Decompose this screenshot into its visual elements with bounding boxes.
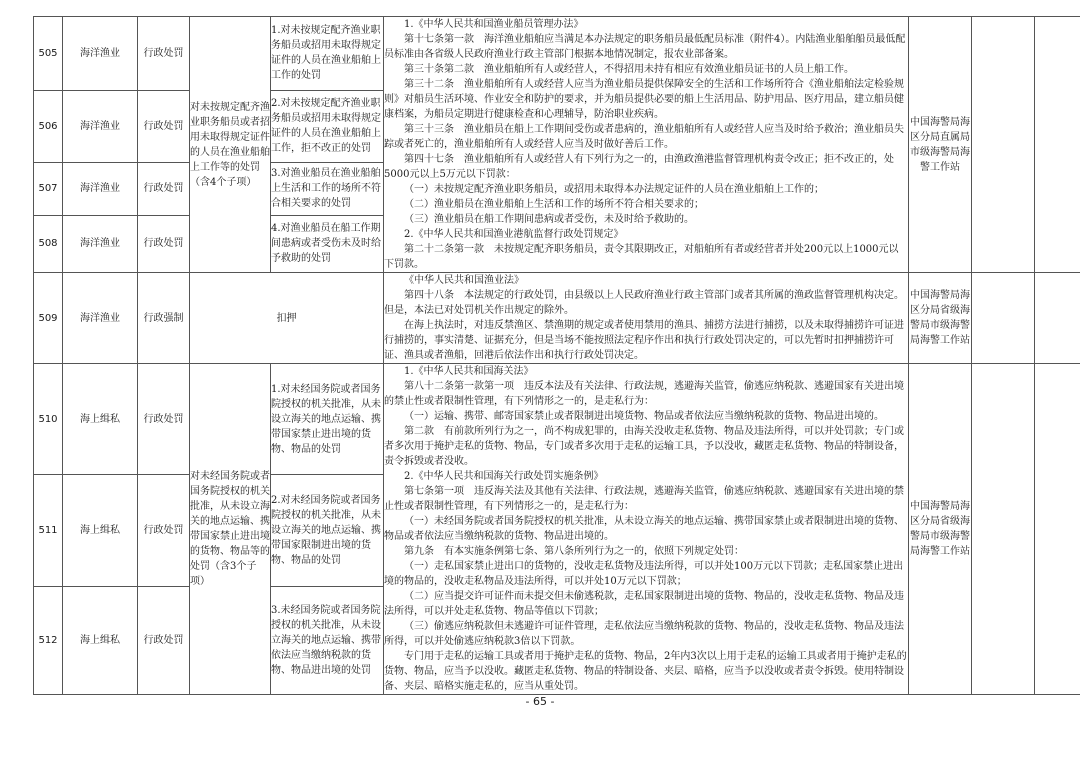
basis-line: 专门用于走私的运输工具或者用于掩护走私的货物、物品，2年内3次以上用于走私的运输工具或者用于掩护走私的货物、物品，应当予以没收。藏匿走私货物、物品的特制设备、夹层、暗格，应当予以没收或者责令拆毁。使用特制设备、夹层、暗格实施走私的，应当从重处罚。: [384, 651, 907, 692]
category-cell: 海洋渔业: [63, 273, 138, 364]
basis-line: 第四十八条 本法规定的行政处罚，由县级以上人民政府渔业行政主管部门或者其所属的渔政监督管理机构决定。但是，本法已对处罚机关作出规定的除外。: [384, 290, 904, 316]
power-type-cell: 行政处罚: [138, 475, 190, 586]
empty-cell: [972, 17, 1035, 273]
category-cell: 海洋渔业: [63, 215, 138, 272]
category-cell: 海上缉私: [63, 586, 138, 694]
basis-line: 第十七条第一款 海洋渔业船舶应当满足本办法规定的职务船员最低配员标准（附件4）。内陆渔业船舶船员最低配员标准由各省级人民政府渔业行政主管部门根据本地情况制定，报农业部备案。: [384, 34, 906, 60]
sub-item-cell: 2.对未按规定配齐渔业职务船员或招用未取得规定证件的人员在渔业船舶上工作，拒不改正的处罚: [271, 90, 384, 163]
category-cell: 海洋渔业: [63, 163, 138, 215]
basis-line: 1.《中华人民共和国海关法》: [404, 366, 534, 377]
sub-item-cell: 4.对渔业船员在船工作期间患病或者受伤未及时给予救助的处罚: [271, 215, 384, 272]
category-cell: 海上缉私: [63, 475, 138, 586]
legal-basis-cell: [384, 364, 909, 695]
basis-line: （二）应当提交许可证件而未提交但未偷逃税款，走私国家限制进出境的货物、物品的，没收走私货物、物品及违法所得，可以并处走私货物、物品等值以下罚款；: [384, 591, 904, 617]
sub-item-cell: 3.对渔业船员在渔业船舶上生活和工作的场所不符合相关要求的处罚: [271, 163, 384, 215]
basis-line: （一）走私国家禁止进出口的货物的，没收走私货物及违法所得，可以并处100万元以下罚款；走私国家禁止进出境的物品的，没收走私物品及违法所得，可以并处10万元以下罚款；: [384, 561, 904, 587]
basis-line: （二）渔业船员在渔业船舶上生活和工作的场所不符合相关要求的；: [404, 199, 704, 210]
basis-line: 第三十三条 渔业船员在船上工作期间受伤或者患病的，渔业船舶所有人或经营人应当及时给予救治；渔业船员失踪或者死亡的，渔业船舶所有人或经营人应当及时做好善后工作。: [384, 124, 904, 150]
sub-item-cell: 2.对未经国务院或者国务院授权的机关批准，从未设立海关的地点运输、携带国家限制进出境的货物、物品的处罚: [271, 475, 384, 586]
power-type-cell: 行政处罚: [138, 17, 190, 91]
power-type-cell: 行政处罚: [138, 163, 190, 215]
legal-basis-cell: [384, 273, 909, 364]
basis-line: 1.《中华人民共和国渔业船员管理办法》: [404, 19, 584, 30]
basis-line: 2.《中华人民共和国海关行政处罚实施条例》: [404, 471, 604, 482]
empty-cell: [1035, 364, 1080, 695]
sub-item-cell: 1.对未经国务院或者国务院授权的机关批准，从未设立海关的地点运输、携带国家禁止进出境的货物、物品的处罚: [271, 364, 384, 475]
basis-line: 第二款 有前款所列行为之一，尚不构成犯罪的，由海关没收走私货物、物品及违法所得，可以并处罚款；专门或者多次用于掩护走私的货物、物品，专门或者多次用于走私的运输工具，予以没收，藏匿走私货物、物品的特制设备，责令拆毁或者没收。: [384, 426, 904, 467]
power-type-cell: 行政处罚: [138, 90, 190, 163]
power-type-cell: 行政处罚: [138, 586, 190, 694]
power-item-cell: 对未按规定配齐渔业职务船员或者招用未取得规定证件的人员在渔业船舶上工作等的处罚（含4个子项）: [190, 17, 271, 273]
basis-line: 第九条 有本实施条例第七条、第八条所列行为之一的，依照下列规定处罚：: [404, 546, 744, 557]
power-item-cell: 对未经国务院或者国务院授权的机关批准，从未设立海关的地点运输、携带国家禁止进出境的货物、物品等的处罚（含3个子项）: [190, 364, 271, 695]
empty-cell: [1035, 17, 1080, 273]
power-item-cell: 扣押: [190, 273, 384, 364]
row-number: 509: [34, 273, 63, 364]
row-number: 510: [34, 364, 63, 475]
sub-item-cell: 3.未经国务院或者国务院授权的机关批准，从未设立海关的地点运输、携带依法应当缴纳税款的货物、物品进出境的处罚: [271, 586, 384, 694]
power-type-cell: 行政处罚: [138, 364, 190, 475]
empty-cell: [972, 364, 1035, 695]
basis-line: 《中华人民共和国渔业法》: [404, 275, 524, 286]
basis-line: （一）未经国务院或者国务院授权的机关批准，从未设立海关的地点运输、携带国家禁止或者限制进出境的货物、物品或者依法应当缴纳税款的货物、物品进出境的。: [384, 516, 904, 542]
row-number: 505: [34, 17, 63, 91]
basis-line: （一）运输、携带、邮寄国家禁止或者限制进出境货物、物品或者依法应当缴纳税款的货物、物品进出境的。: [404, 411, 884, 422]
basis-line: 第二十二条第一款 未按规定配齐职务船员，责令其限期改正，对船舶所有者或经营者并处200元以上1000元以下罚款。: [384, 244, 899, 270]
basis-line: （三）偷逃应纳税款但未逃避许可证件管理，走私依法应当缴纳税款的货物、物品的，没收走私货物、物品及违法所得，可以并处偷逃应纳税款3倍以下罚款。: [384, 621, 904, 647]
row-number: 511: [34, 475, 63, 586]
category-cell: 海上缉私: [63, 364, 138, 475]
empty-cell: [972, 273, 1035, 364]
power-type-cell: 行政处罚: [138, 215, 190, 272]
basis-line: 2.《中华人民共和国渔业港航监督行政处罚规定》: [404, 229, 624, 240]
row-number: 507: [34, 163, 63, 215]
enforcement-org-cell: 中国海警局海区分局省级海警局市级海警局海警工作站: [909, 273, 972, 364]
empty-cell: [1035, 273, 1080, 364]
enforcement-org-cell: 中国海警局海区分局省级海警局市级海警局海警工作站: [909, 364, 972, 695]
table-row: [34, 364, 1080, 475]
table-row: [34, 17, 1080, 91]
sub-item-cell: 1.对未按规定配齐渔业职务船员或招用未取得规定证件的人员在渔业船舶上工作的处罚: [271, 17, 384, 91]
category-cell: 海洋渔业: [63, 17, 138, 91]
table-row: [34, 273, 1080, 364]
basis-line: （一）未按规定配齐渔业职务船员，或招用未取得本办法规定证件的人员在渔业船舶上工作的；: [404, 184, 824, 195]
legal-basis-cell: [384, 17, 909, 273]
basis-line: 第四十七条 渔业船舶所有人或经营人有下列行为之一的，由渔政渔港监督管理机构责令改正；拒不改正的，处5000元以上5万元以下罚款：: [384, 154, 894, 180]
basis-line: 第三十条第二款 渔业船舶所有人或经营人，不得招用未持有相应有效渔业船员证书的人员上船工作。: [404, 64, 854, 75]
enforcement-org-cell: 中国海警局海区分局直属局市级海警局海警工作站: [909, 17, 972, 273]
basis-line: 第八十二条第一款第一项 违反本法及有关法律、行政法规，逃避海关监管，偷逃应纳税款、逃避国家有关进出境的禁止性或者限制性管理，有下列情形之一的，是走私行为：: [384, 381, 904, 407]
row-number: 512: [34, 586, 63, 694]
power-type-cell: 行政强制: [138, 273, 190, 364]
row-number: 508: [34, 215, 63, 272]
basis-line: （三）渔业船员在船工作期间患病或者受伤，未及时给予救助的。: [404, 214, 694, 225]
basis-line: 第七条第一项 违反海关法及其他有关法律、行政法规，逃避海关监管，偷逃应纳税款、逃避国家有关进出境的禁止性或者限制性管理，有下列情形之一的，是走私行为：: [384, 486, 904, 512]
row-number: 506: [34, 90, 63, 163]
basis-line: 在海上执法时，对违反禁渔区、禁渔期的规定或者使用禁用的渔具、捕捞方法进行捕捞，以及未取得捕捞许可证进行捕捞的，事实清楚、证据充分，但是当场不能按照法定程序作出和执行行政处罚决定的，可以先暂时扣押捕捞许可证、渔具或者渔船，回港后依法作出和执行行政处罚决定。: [384, 320, 904, 361]
category-cell: 海洋渔业: [63, 90, 138, 163]
page-number: - 65 -: [525, 695, 555, 708]
basis-line: 第三十二条 渔业船舶所有人或经营人应当为渔业船员提供保障安全的生活和工作场所符合《渔业船舶法定检验规则》对船员生活环境、作业安全和防护的要求，并为船员提供必要的船上生活用品、防护用品、医疗用品，建立船员健康档案，为船员定期进行健康检查和心理辅导，防治职业疾病。: [384, 79, 904, 120]
power-list-table: [33, 16, 1080, 695]
